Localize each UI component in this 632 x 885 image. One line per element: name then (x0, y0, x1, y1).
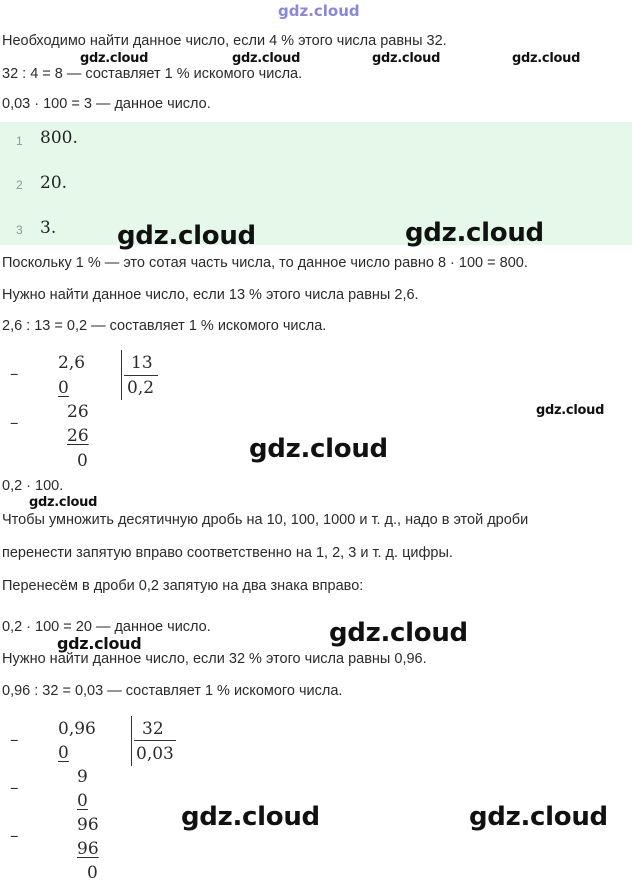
watermark: gdz.cloud (249, 434, 388, 464)
minus-sign: – (10, 413, 19, 433)
division-row: 0 (77, 791, 88, 811)
answer-number: 1 (16, 134, 23, 148)
division-bar (121, 350, 122, 400)
answer-number: 2 (16, 178, 23, 192)
text-line: 0,2 · 100 = 20 — данное число. (2, 619, 211, 635)
minus-sign: – (10, 730, 19, 750)
divisor: 32 (142, 719, 164, 739)
text-line: 0,2 · 100. (2, 478, 64, 494)
minus-sign: – (10, 364, 19, 384)
watermark: gdz.cloud (29, 495, 98, 510)
division-row: 96 (77, 839, 99, 859)
watermark: gdz.cloud (372, 51, 441, 66)
watermark-top: gdz.cloud (278, 2, 360, 20)
quotient: 0,03 (136, 744, 174, 764)
text-line: 0,96 : 32 = 0,03 — составляет 1 % искомого числа. (2, 683, 343, 699)
watermark: gdz.cloud (117, 221, 256, 251)
watermark: gdz.cloud (181, 802, 320, 832)
division-row: 26 (67, 402, 89, 422)
watermark: gdz.cloud (232, 51, 301, 66)
divisor-line (134, 740, 176, 741)
text-line: Необходимо найти данное число, если 4 % этого числа равны 32. (2, 33, 447, 49)
watermark: gdz.cloud (536, 403, 605, 418)
division-row: 0 (58, 378, 69, 398)
answer-number: 3 (16, 223, 23, 237)
division-row: 96 (77, 815, 99, 835)
text-line: 2,6 : 13 = 0,2 — составляет 1 % искомого числа. (2, 318, 327, 334)
watermark: gdz.cloud (329, 618, 468, 648)
division-bar (131, 716, 132, 766)
divisor: 13 (131, 353, 153, 373)
answer-text: 3. (40, 218, 57, 238)
dividend: 2,6 (58, 353, 86, 373)
text-line: Нужно найти данное число, если 32 % этого числа равны 0,96. (2, 651, 427, 667)
minus-sign: – (10, 778, 19, 798)
text-line: Чтобы умножить десятичную дробь на 10, 100, 1000 и т. д., надо в этой дроби (2, 512, 529, 528)
text-line: перенести запятую вправо соответственно на 1, 2, 3 и т. д. цифры. (2, 545, 453, 561)
watermark: gdz.cloud (512, 51, 581, 66)
division-row: 0 (87, 863, 98, 883)
watermark: gdz.cloud (405, 218, 544, 248)
watermark: gdz.cloud (469, 802, 608, 832)
watermark: gdz.cloud (57, 634, 142, 653)
watermark: gdz.cloud (80, 51, 149, 66)
text-line: 32 : 4 = 8 — составляет 1 % искомого числа. (2, 66, 303, 82)
minus-sign: – (10, 826, 19, 846)
answer-text: 20. (40, 173, 68, 193)
text-line: 0,03 · 100 = 3 — данное число. (2, 96, 211, 112)
division-row: 0 (58, 743, 69, 763)
division-row: 0 (77, 451, 88, 471)
division-row: 9 (77, 767, 88, 787)
answer-text: 800. (40, 128, 78, 148)
text-line: Поскольку 1 % — это сотая часть числа, то данное число равно 8 · 100 = 800. (2, 255, 528, 271)
divisor-line (124, 375, 158, 376)
quotient: 0,2 (127, 378, 155, 398)
text-line: Перенесём в дроби 0,2 запятую на два знака вправо: (2, 578, 364, 594)
dividend: 0,96 (58, 719, 96, 739)
division-row: 26 (67, 426, 89, 446)
text-line: Нужно найти данное число, если 13 % этого числа равны 2,6. (2, 287, 419, 303)
